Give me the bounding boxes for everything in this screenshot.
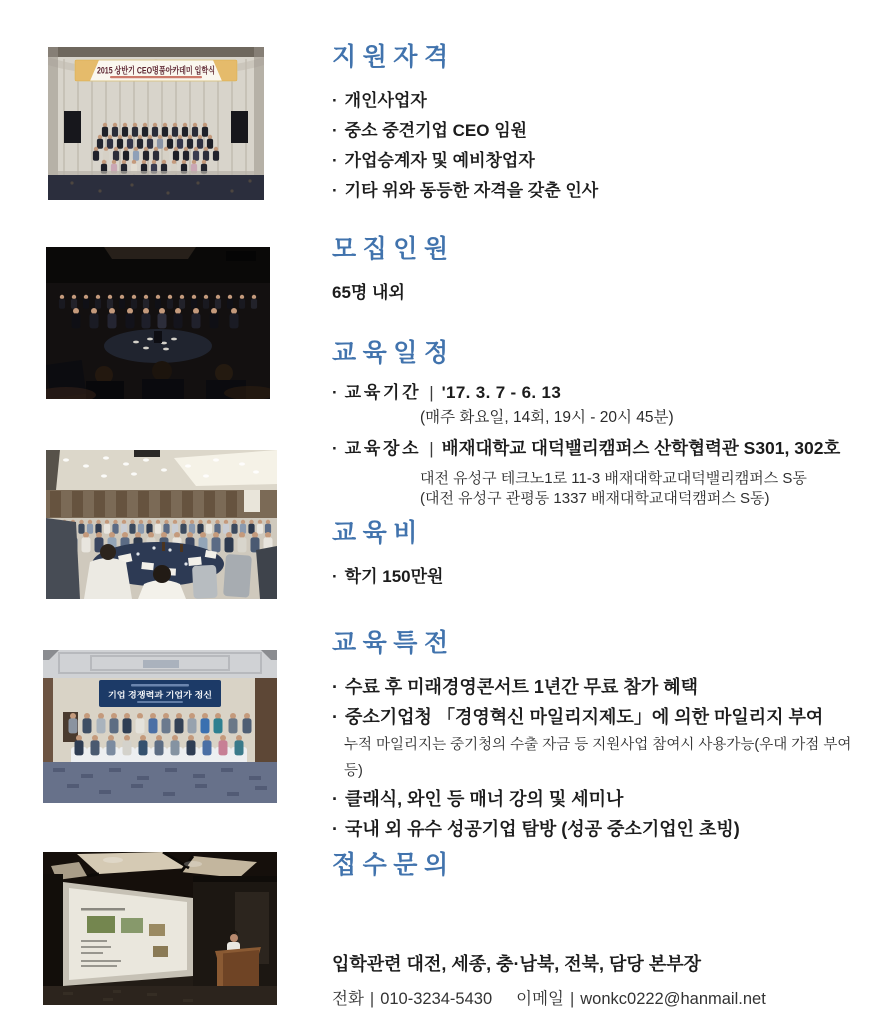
carpet — [43, 762, 277, 803]
qualification-item — [332, 116, 872, 146]
banner-title-text: 2015 상반기 CEO명품아카데미 입학식 — [97, 65, 249, 76]
schedule-venue-line — [332, 435, 872, 462]
fee-amount: 학기 150만원 — [344, 567, 444, 586]
item-text: 국내 외 유수 성공기업 탐방 (성공 중소기업인 초빙) — [345, 819, 740, 839]
contact-detail-line — [332, 985, 872, 1009]
phone-value: 010-3234-5430 — [380, 990, 493, 1008]
photo-lecture-presentation — [43, 852, 277, 1005]
item-text: 클래식, 와인 등 매너 강의 및 세미나 — [345, 789, 624, 809]
opening-ceremony-graphic — [48, 47, 264, 200]
item-text: 기타 위와 동등한 자격을 갖춘 인사 — [344, 181, 599, 200]
projection-screen — [63, 882, 193, 986]
contact-region-line: 입학관련 대전, 세종, 충·남북, 전북, 담당 본부장 — [332, 954, 701, 974]
recruitment-capacity: 65명 내외 — [332, 283, 405, 302]
section-schedule — [332, 338, 872, 509]
section-title-fee: 교육비 — [332, 519, 424, 547]
qualification-item — [332, 86, 872, 116]
speaker-right — [231, 111, 248, 143]
item-text: 개인사업자 — [344, 91, 427, 110]
period-note: (매주 화요일, 14회, 19시 - 20시 45분) — [420, 409, 674, 426]
benefit-item — [332, 702, 872, 784]
section-benefits — [332, 628, 872, 844]
photo-opening-ceremony — [48, 47, 264, 200]
venue-value: 배재대학교 대덕밸리캠퍼스 산학협력관 S301, 302호 — [441, 438, 841, 458]
email-label: 이메일 — [516, 990, 564, 1008]
speaker-left — [64, 111, 81, 143]
carpet — [43, 986, 277, 1005]
venue-address: 대전 유성구 테크노1로 11-3 배재대학교대덕밸리캠퍼스 S동 — [420, 470, 807, 487]
bullet-dot: · — [332, 181, 338, 200]
section-title-qualifications: 지원자격 — [332, 43, 455, 71]
section-title-schedule: 교육일정 — [332, 339, 455, 367]
pipe-divider: | — [369, 990, 375, 1008]
lecture-presentation-graphic — [43, 852, 277, 1005]
banner-title-text: 기업 경쟁력과 기업가 정신 — [108, 690, 200, 700]
section-qualifications — [332, 42, 872, 206]
qualification-list — [332, 86, 872, 206]
bullet-dot: · — [332, 439, 338, 458]
venue-address-alt: (대전 유성구 관평동 1337 배재대학교대덕캠퍼스 S동) — [420, 490, 770, 507]
photo-conference-hall — [46, 450, 277, 599]
period-label: 교육기간 — [344, 383, 422, 402]
section-title-benefits: 교육특전 — [332, 629, 455, 657]
conference-hall-graphic — [46, 450, 277, 599]
item-text: 중소 중견기업 CEO 임원 — [344, 121, 528, 140]
section-fee — [332, 518, 872, 587]
bullet-dot: · — [332, 789, 338, 809]
item-text: 수료 후 미래경영콘서트 1년간 무료 참가 혜택 — [345, 677, 698, 697]
bullet-dot: · — [332, 151, 338, 170]
bullet-dot: · — [332, 121, 338, 140]
benefit-item — [332, 784, 872, 814]
section-title-contact: 접수문의 — [332, 851, 455, 879]
period-value: '17. 3. 7 - 6. 13 — [441, 383, 562, 402]
venue-label: 교육장소 — [344, 439, 422, 458]
networking-dinner-graphic — [46, 247, 270, 399]
schedule-period-line — [332, 380, 872, 406]
bullet-dot: · — [332, 91, 338, 110]
email-value: wonkc0222@hanmail.net — [580, 990, 766, 1008]
wood-column — [255, 678, 277, 766]
bullet-dot: · — [332, 383, 338, 402]
bullet-dot: · — [332, 819, 338, 839]
benefit-list — [332, 672, 872, 844]
patterned-carpet — [48, 175, 264, 200]
fee-amount-line — [332, 562, 872, 587]
pipe-divider: | — [569, 990, 575, 1008]
qualification-item — [332, 176, 872, 206]
phone-label: 전화 — [332, 990, 364, 1008]
section-contact — [332, 850, 872, 1021]
pipe-divider: | — [429, 439, 434, 458]
seminar-banner — [99, 680, 221, 707]
bullet-dot: · — [332, 677, 338, 697]
ceremony-banner — [75, 60, 249, 81]
qualification-item — [332, 146, 872, 176]
item-text: 중소기업청 「경영혁신 마일리지제도」에 의한 마일리지 부여 — [345, 707, 824, 727]
benefit-note: 누적 마일리지는 중기청의 수출 자금 등 지원사업 참여시 사용가능(우대 가점 부여 등) — [344, 737, 852, 779]
item-text: 가업승계자 및 예비창업자 — [344, 151, 535, 170]
seminar-group-graphic — [43, 650, 277, 803]
bullet-dot: · — [332, 707, 338, 727]
benefit-item — [332, 672, 872, 702]
photo-seminar-group — [43, 650, 277, 803]
benefit-item — [332, 814, 872, 844]
section-title-recruitment: 모집인원 — [332, 235, 455, 263]
photo-networking-dinner — [46, 247, 270, 399]
pipe-divider: | — [429, 383, 434, 402]
section-recruitment — [332, 234, 872, 303]
bullet-dot: · — [332, 567, 338, 586]
